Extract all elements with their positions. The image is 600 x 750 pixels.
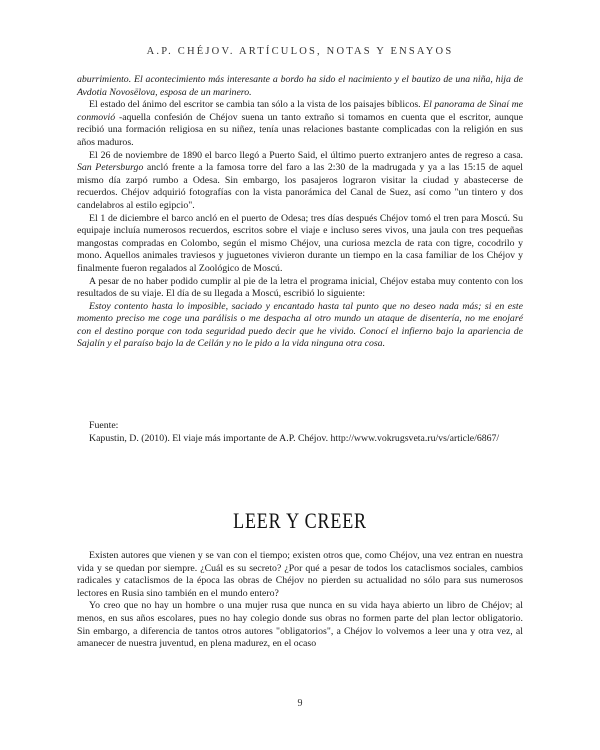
paragraph-sinai: El estado del ánimo del escritor se cambia tan sólo a la vista de los paisajes bíblicos. El panorama de Sinaí me conmovió -aquella confesión de Chéjov suena un tanto extraño si tomamos en cuenta que el escritor, aunque recibió una formación religiosa en su niñez, tenía unas relaciones bastante complicadas con la religión en sus años maduros. — [77, 99, 523, 148]
section-paragraph-1: Existen autores que vienen y se van con el tiempo; existen otros que, como Chéjov, una vez entran en nuestra vida y se quedan por siempre. ¿Cuál es su secreto? ¿Por qué a pesar de todos los cataclismos sociales, cambios radicales y cataclismos de la época las obras de Chéjov no pierden su actualidad no sólo para sus numerosos lectores en Rusia sino también en el mundo entero? — [77, 550, 523, 599]
section-paragraph-2: Yo creo que no hay un hombre o una mujer rusa que nunca en su vida haya abierto un libro de Chéjov; al menos, en sus años escolares, pues no hay colegio donde sus obras no formen parte del plan lector obligatorio. Sin embargo, a diferencia de tantos otros autores "obligatorios", a Chéjov lo volvemos a leer una y otra vez, al amanecer de nuestra juventud, en plena madurez, en el ocaso — [77, 600, 523, 650]
section-body — [77, 550, 523, 651]
paragraph-moscow: A pesar de no haber podido cumplir al pie de la letra el programa inicial, Chéjov estaba muy contento con los resultados de su viaje. El día de su llegada a Moscú, escribió lo siguiente: — [77, 275, 523, 300]
article-body — [77, 74, 523, 351]
paragraph-birth: aburrimiento. El acontecimiento más interesante a bordo ha sido el nacimiento y el bautizo de una niña, hija de Avdotia Novosëlova, esposa de un marinero. — [77, 74, 523, 98]
page-number: 9 — [297, 698, 303, 709]
ship-name: San Petersburgo — [77, 162, 144, 174]
chekhov-quote: Estoy contento hasta lo imposible, saciado y encantado hasta tal punto que no deseo nada más; si en este momento preciso me coge una parálisis o me despacha al otro mundo un ataque de disentería, no me enojaré con el destino porque con toda seguridad puedo decir que he vivido. Conocí el infierno bajo la apariencia de Sajalín y el paraíso bajo la de Ceilán y no le pido a la vida ninguna otra cosa. — [77, 300, 523, 350]
section-title: LEER Y CREER — [233, 508, 367, 533]
paragraph-odesa: El 1 de diciembre el barco ancló en el puerto de Odesa; tres días después Chéjov tomó el tren para Moscú. Su equipaje incluía numerosos recuerdos, escritos sobre el viaje e incluso seres vivos, una jaula con tres pequeñas mangostas compradas en Colombo, según el mismo Chéjov, una curiosa mezcla de rata con tigre, cocodrilo y mono. Aquellos animales traviesos y juguetones vivieron durante un tiempo en la casa familiar de los Chéjov y finalmente fueron regalados al Zoológico de Moscú. — [77, 212, 523, 274]
paragraph-port-said: El 26 de noviembre de 1890 el barco llegó a Puerto Said, el último puerto extranjero antes de regreso a casa. San Petersburgo ancló frente a la famosa torre del faro a las 2:30 de la madrugada y ya a las 15:15 de aquel mismo día zarpó rumbo a Odesa. Sin embargo, los pasajeros lograron visitar la ciudad y abastecerse de recuerdos. Chéjov adquirió fotografías con la vista panorámica del Canal de Suez, así como "un tintero y dos candelabros al estilo egipcio". — [77, 149, 523, 211]
sinai-quote: El panorama de Sinaí me conmovió — [77, 99, 523, 123]
running-header: A.P. CHÉJOV. ARTÍCULOS, NOTAS Y ENSAYOS — [146, 46, 454, 57]
source-label: Fuente: — [89, 420, 119, 431]
source-citation: Kapustin, D. (2010). El viaje más importante de A.P. Chéjov. http://www.vokrugsveta.ru/vs/article/6867/ — [89, 432, 500, 444]
source-note — [89, 420, 523, 445]
